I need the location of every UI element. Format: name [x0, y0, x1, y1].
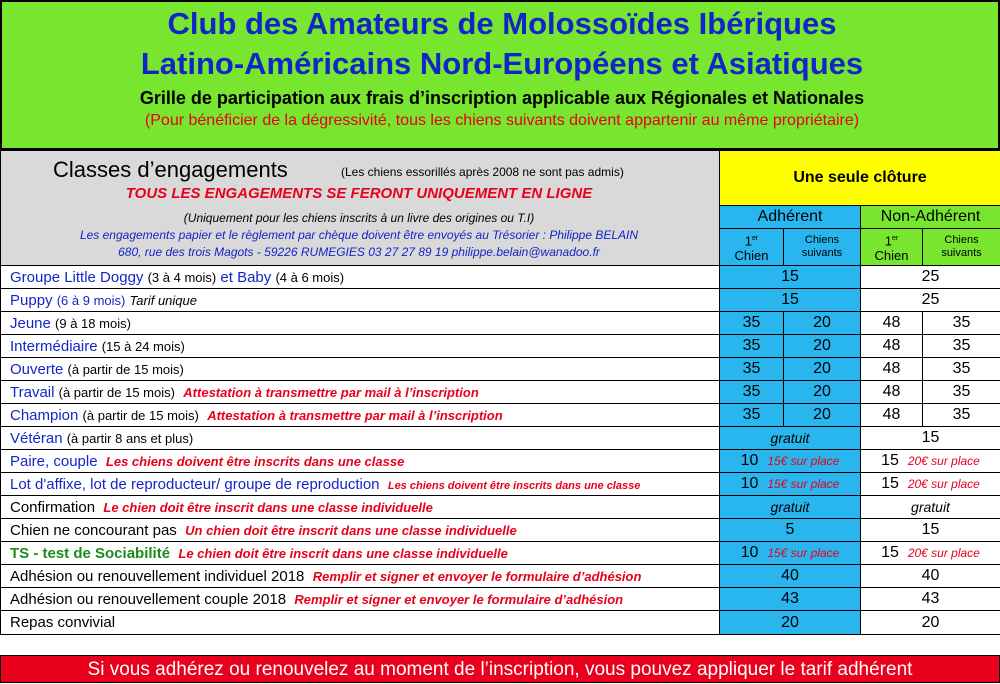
fee-table [0, 150, 1000, 635]
header-banner [0, 0, 1000, 150]
member-first-price: 35 [720, 312, 784, 335]
member-price: 15 [720, 289, 861, 312]
row-label: Lot d'affixe, lot de reproducteur/ groupe de reproduction Les chiens doivent être inscrits dans une classe [1, 473, 720, 496]
nonmember-price: 40 [861, 565, 1000, 588]
member-header: Adhérent [720, 206, 861, 229]
nonmember-next-price: 35 [923, 335, 1000, 358]
row-label: Groupe Little Doggy (3 à 4 mois) et Baby (4 à 6 mois) [1, 266, 720, 289]
nonmember-first-price: 48 [861, 404, 923, 427]
nonmember-price: 20 [861, 611, 1000, 635]
row-label: Travail (à partir de 15 mois) Attestation à transmettre par mail à l’inscription [1, 381, 720, 404]
member-price: 40 [720, 565, 861, 588]
nonmember-next-price: 35 [923, 358, 1000, 381]
member-next-price: 20 [784, 381, 861, 404]
classes-title: Classes d’engagements [53, 157, 288, 183]
nonmember-next-price: 35 [923, 404, 1000, 427]
row-label: Jeune (9 à 18 mois) [1, 312, 720, 335]
nonmember-price: 25 [861, 266, 1000, 289]
degressivity-note: (Pour bénéficier de la dégressivité, tous les chiens suivants doivent appartenir au même propriétaire) [2, 112, 1000, 130]
paper-entries-note: Les engagements papier et le règlement par chèque doivent être envoyés au Trésorier : Philippe BELAIN [1, 228, 717, 242]
table-row [1, 565, 1000, 588]
member-first-price: 35 [720, 358, 784, 381]
treasurer-address: 680, rue des trois Magots - 59226 RUMEGIES 03 27 27 89 19 philippe.belain@wanadoo.fr [1, 245, 717, 259]
row-label: Repas convivial [1, 611, 720, 635]
member-price: 15 [720, 266, 861, 289]
member-price: gratuit [720, 427, 861, 450]
club-title-line1: Club des Amateurs de Molossoïdes Ibériques [2, 6, 1000, 42]
table-row [1, 404, 1000, 427]
table-row [1, 381, 1000, 404]
row-label: Puppy (6 à 9 mois) Tarif unique [1, 289, 720, 312]
table-row [1, 588, 1000, 611]
nonmember-first-price: 48 [861, 358, 923, 381]
table-row [1, 473, 1000, 496]
nonmember-next-price: 35 [923, 381, 1000, 404]
member-first-dog-header: 1er Chien [720, 229, 784, 266]
row-label: TS - test de Sociabilité Le chien doit être inscrit dans une classe individuelle [1, 542, 720, 565]
grid-subtitle: Grille de participation aux frais d’inscription applicable aux Régionales et Nationales [2, 88, 1000, 109]
nonmember-first-price: 48 [861, 312, 923, 335]
row-label: Adhésion ou renouvellement couple 2018 Remplir et signer et envoyer le formulaire d’adhésion [1, 588, 720, 611]
table-row [1, 266, 1000, 289]
nonmember-price: 25 [861, 289, 1000, 312]
nonmember-price: gratuit [861, 496, 1000, 519]
row-label: Confirmation Le chien doit être inscrit dans une classe individuelle [1, 496, 720, 519]
cropped-ears-note: (Les chiens essorillés après 2008 ne sont pas admis) [341, 165, 624, 179]
row-label: Ouverte (à partir de 15 mois) [1, 358, 720, 381]
nonmember-price: 15 [861, 519, 1000, 542]
nonmember-price: 15 20€ sur place [861, 542, 1000, 565]
row-label: Paire, couple Les chiens doivent être inscrits dans une classe [1, 450, 720, 473]
member-next-price: 20 [784, 335, 861, 358]
table-row [1, 519, 1000, 542]
table-row [1, 358, 1000, 381]
row-label: Champion (à partir de 15 mois) Attestation à transmettre par mail à l’inscription [1, 404, 720, 427]
row-label: Intermédiaire (15 à 24 mois) [1, 335, 720, 358]
member-first-price: 35 [720, 335, 784, 358]
non-member-header: Non-Adhérent [861, 206, 1000, 229]
classes-header-cell [1, 151, 720, 266]
member-next-price: 20 [784, 404, 861, 427]
table-row [1, 611, 1000, 635]
nonmember-first-price: 48 [861, 381, 923, 404]
row-label: Chien ne concourant pas Un chien doit être inscrit dans une classe individuelle [1, 519, 720, 542]
table-row [1, 542, 1000, 565]
nonmember-first-dog-header: 1er Chien [861, 229, 923, 266]
nonmember-next-price: 35 [923, 312, 1000, 335]
table-row [1, 496, 1000, 519]
member-price: 10 15€ sur place [720, 450, 861, 473]
member-next-price: 20 [784, 312, 861, 335]
member-price: gratuit [720, 496, 861, 519]
member-next-dogs-header: Chiens suivants [784, 229, 861, 266]
member-first-price: 35 [720, 404, 784, 427]
member-next-price: 20 [784, 358, 861, 381]
nonmember-next-dogs-header: Chiens suivants [923, 229, 1000, 266]
member-price: 5 [720, 519, 861, 542]
member-price: 20 [720, 611, 861, 635]
row-label: Vétéran (à partir 8 ans et plus) [1, 427, 720, 450]
nonmember-price: 15 20€ sur place [861, 450, 1000, 473]
table-row [1, 335, 1000, 358]
member-price: 10 15€ sur place [720, 473, 861, 496]
origins-note: (Uniquement pour les chiens inscrits à un livre des origines ou T.I) [1, 211, 717, 225]
online-only-notice: TOUS LES ENGAGEMENTS SE FERONT UNIQUEMENT EN LIGNE [1, 185, 717, 202]
nonmember-price: 43 [861, 588, 1000, 611]
nonmember-first-price: 48 [861, 335, 923, 358]
club-title-line2: Latino-Américains Nord-Européens et Asiatiques [2, 46, 1000, 82]
nonmember-price: 15 [861, 427, 1000, 450]
single-closing-header: Une seule clôture [720, 151, 1000, 206]
member-first-price: 35 [720, 381, 784, 404]
table-row [1, 450, 1000, 473]
table-row [1, 427, 1000, 450]
member-price: 43 [720, 588, 861, 611]
footer-banner: Si vous adhérez ou renouvelez au moment de l’inscription, vous pouvez appliquer le tarif adhérent [0, 655, 1000, 683]
nonmember-price: 15 20€ sur place [861, 473, 1000, 496]
table-row [1, 312, 1000, 335]
table-row [1, 289, 1000, 312]
row-label: Adhésion ou renouvellement individuel 2018 Remplir et signer et envoyer le formulaire d’adhésion [1, 565, 720, 588]
member-price: 10 15€ sur place [720, 542, 861, 565]
